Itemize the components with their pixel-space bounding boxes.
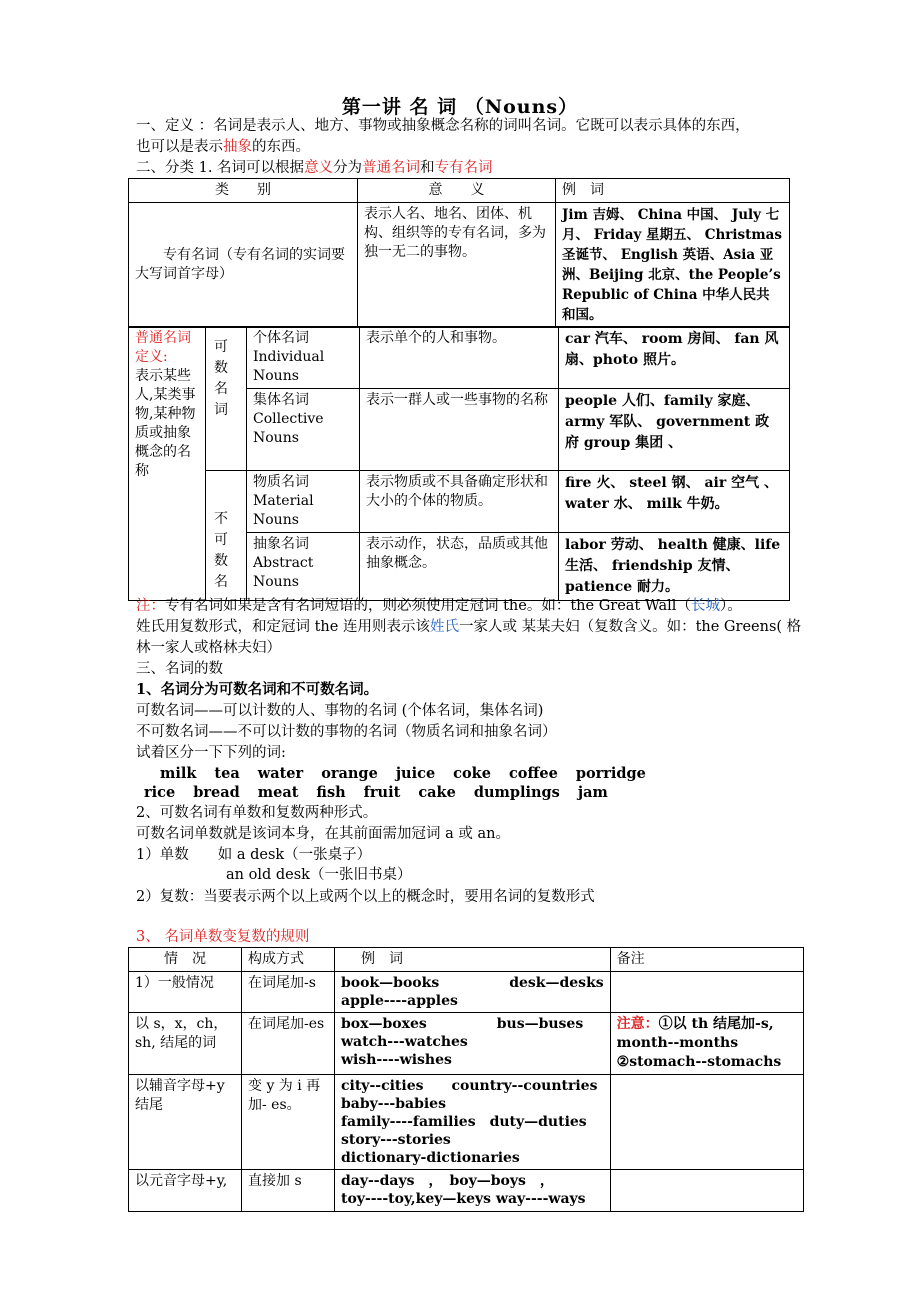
word-list-2: rice bread meat fish fruit cake dumplings jam — [144, 784, 608, 801]
rule-case: 以元音字母+y, — [129, 1170, 242, 1212]
table-header: 意 义 — [358, 179, 556, 203]
rule-examples: book—books desk—desks apple----apples — [335, 972, 611, 1013]
noun-type: 抽象名词 Abstract Nouns — [247, 533, 360, 601]
proper-noun-example: Jim 吉姆、 China 中国、 July 七月、 Friday 星期五、 Christmas 圣诞节、 English 英语、Asia 亚洲、Beijing 北京、the People’s Republic of China 中华人民共和国。 — [556, 203, 790, 328]
paragraph: an old desk（一张旧书桌） — [226, 867, 412, 883]
noun-example: car 汽车、 room 房间、 fan 风扇、photo 照片。 — [559, 327, 790, 389]
countable-label: 可数名词 — [206, 327, 247, 471]
table-header: 情 况 — [129, 948, 242, 972]
definition-line-2: 也可以是表示抽象的东西。 — [136, 139, 310, 155]
common-noun-label: 普通名词定义: 表示某些人,某类事物,某种物质或抽象概念的名称 — [129, 327, 206, 601]
rule-note — [610, 1075, 803, 1170]
uncountable-label: 不可数名 — [206, 471, 247, 601]
noun-meaning: 表示动作，状态，品质或其他抽象概念。 — [360, 533, 559, 601]
noun-meaning: 表示一群人或一些事物的名称 — [360, 389, 559, 471]
rule-case: 以辅音字母+y 结尾 — [129, 1075, 242, 1170]
proper-noun-label: 专有名词（专有名词的实词要大写词首字母） — [129, 203, 358, 328]
table-header: 构成方式 — [242, 948, 335, 972]
rule-method: 变 y 为 i 再加- es。 — [242, 1075, 335, 1170]
paragraph: 2、可数名词有单数和复数两种形式。 — [136, 805, 378, 821]
noun-example: labor 劳动、 health 健康、life 生活、 friendship 友情、 patience 耐力。 — [559, 533, 790, 601]
surname-line-2: 林一家人或格林夫妇） — [136, 640, 281, 656]
common-noun-table — [128, 326, 790, 601]
paragraph: 可数名词单数就是该词本身，在其前面需加冠词 a 或 an。 — [136, 826, 510, 842]
rule-note — [610, 1170, 803, 1212]
surname-line: 姓氏用复数形式，和定冠词 the 连用则表示该姓氏一家人或 某某夫妇（复数含义。如：the Greens( 格 — [136, 619, 802, 635]
rule-note: 注意：①以 th 结尾加-s, month--months ②stomach--stomachs — [610, 1013, 803, 1075]
rule-method: 在词尾加-s — [242, 972, 335, 1013]
paragraph: 1）单数 如 a desk（一张桌子） — [136, 847, 372, 863]
rule-examples: city--cities country--countries baby---babies family----families duty—duties story---stories dictionary-dictionaries — [335, 1075, 611, 1170]
noun-type: 物质名词 Material Nouns — [247, 471, 360, 533]
table-header: 备注 — [610, 948, 803, 972]
noun-category-table — [128, 178, 790, 328]
classification-line: 二、分类 1. 名词可以根据意义分为普通名词和专有名词 — [136, 160, 493, 176]
rule-examples: box—boxes bus—buses watch---watches wish----wishes — [335, 1013, 611, 1075]
noun-type: 集体名词 Collective Nouns — [247, 389, 360, 471]
paragraph: 可数名词——可以计数的人、事物的名词 (个体名词，集体名词) — [136, 703, 544, 719]
paragraph: 试着区分一下下列的词: — [136, 745, 286, 761]
rule-case: 1）一般情况 — [129, 972, 242, 1013]
table-header: 例 词 — [335, 948, 611, 972]
noun-example: people 人们、family 家庭、army 军队、 government 政府 group 集团 、 — [559, 389, 790, 471]
noun-meaning: 表示单个的人和事物。 — [360, 327, 559, 389]
rule-method: 在词尾加-es — [242, 1013, 335, 1075]
rule-case: 以 s，x，ch，sh, 结尾的词 — [129, 1013, 242, 1075]
rule-examples: day--days ， boy—boys ， toy----toy,key—keys way----ways — [335, 1170, 611, 1212]
page-title: 第一讲 名 词 （Nouns） — [341, 96, 579, 118]
proper-noun-meaning: 表示人名、地名、团体、机构、组织等的专有名词，多为独一无二的事物。 — [358, 203, 556, 328]
rule-note — [610, 972, 803, 1013]
table-header: 例 词 — [556, 179, 790, 203]
table-header: 类 别 — [129, 179, 358, 203]
rule-method: 直接加 s — [242, 1170, 335, 1212]
paragraph: 1、名词分为可数名词和不可数名词。 — [136, 681, 379, 698]
note-line: 注：专有名词如果是含有名词短语的，则必须使用定冠词 the。如：the Great Wall（长城）。 — [136, 598, 742, 614]
noun-meaning: 表示物质或不具备确定形状和大小的个体的物质。 — [360, 471, 559, 533]
section-subheading: 3、 名词单数变复数的规则 — [136, 929, 310, 945]
definition-line-1: 一、定义 ：名词是表示人、地方、事物或抽象概念名称的词叫名词。它既可以表示具体的东西， — [136, 118, 750, 134]
noun-example: fire 火、 steel 钢、 air 空气 、water 水、 milk 牛奶。 — [559, 471, 790, 533]
plural-rules-table — [128, 947, 804, 1212]
noun-type: 个体名词 Individual Nouns — [247, 327, 360, 389]
word-list-1: milk tea water orange juice coke coffee porridge — [160, 765, 646, 782]
paragraph: 不可数名词——不可以计数的事物的名词（物质名词和抽象名词） — [136, 724, 557, 740]
section-heading: 三、名词的数 — [136, 661, 223, 677]
paragraph: 2）复数：当要表示两个以上或两个以上的概念时，要用名词的复数形式 — [136, 889, 595, 905]
